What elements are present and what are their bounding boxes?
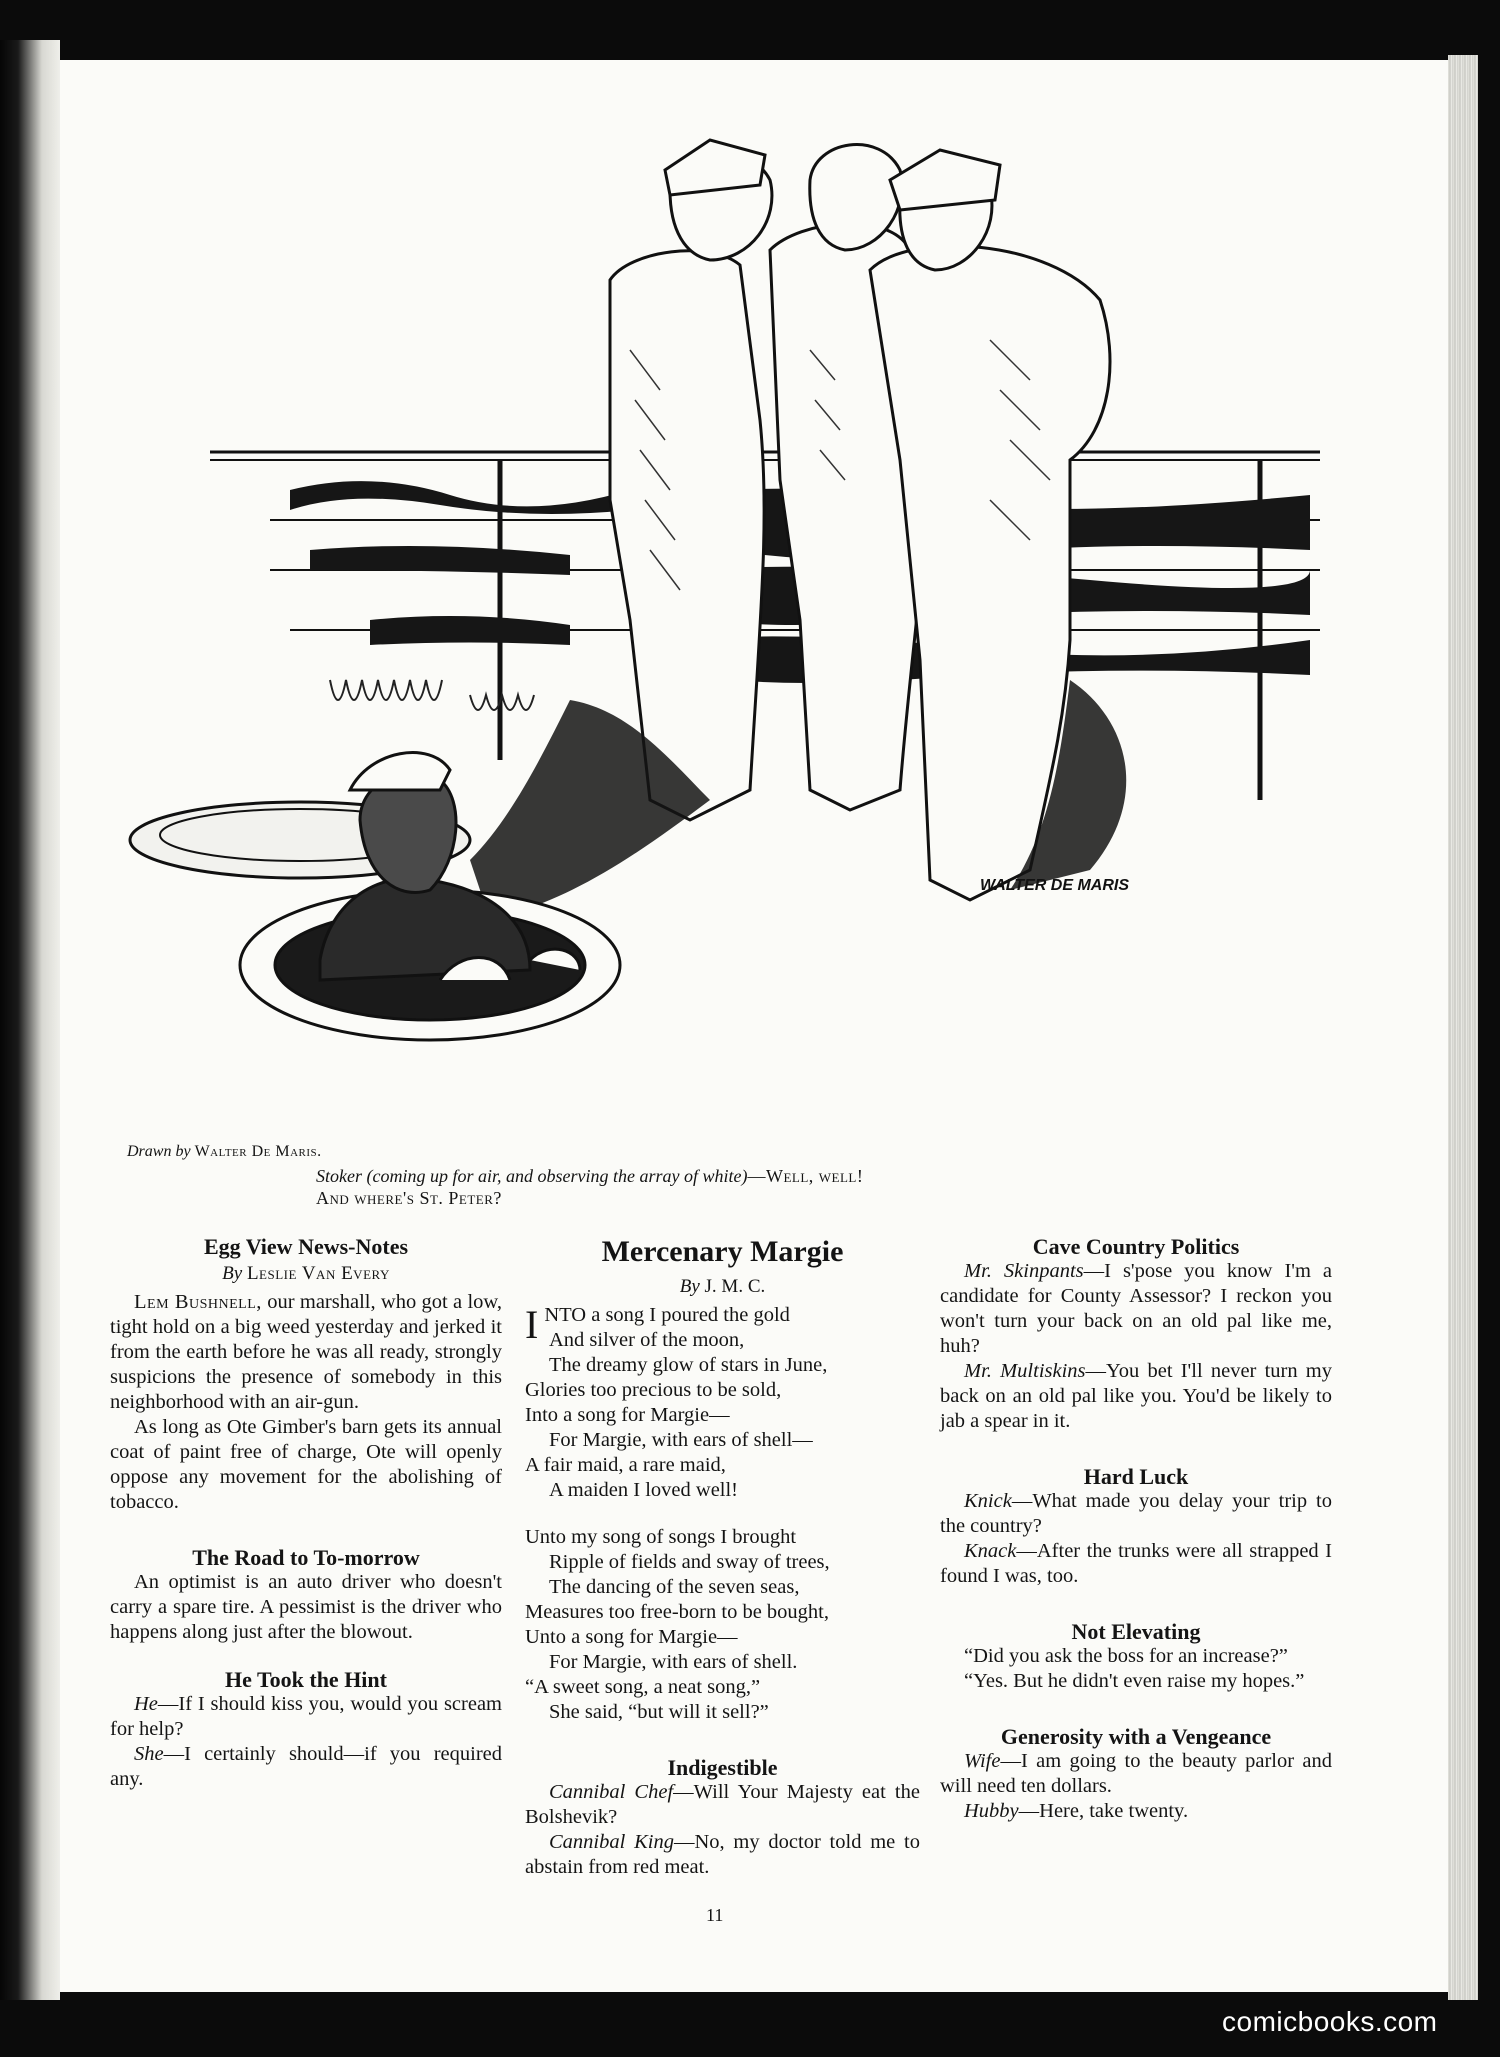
speaker: Mr. Multiskins xyxy=(964,1360,1086,1382)
poem-line: She said, “but will it sell?” xyxy=(549,1701,769,1723)
illustration-caption xyxy=(316,1165,1256,1209)
speaker: Mr. Skinpants xyxy=(964,1260,1084,1282)
poem-line: Glories too precious to be sold, xyxy=(525,1379,782,1401)
hard-luck-line-2 xyxy=(940,1539,1332,1589)
byline-author: J. M. C. xyxy=(704,1276,766,1297)
speaker: Wife xyxy=(964,1750,1001,1772)
column-right xyxy=(940,1234,1332,1824)
elevating-title: Not Elevating xyxy=(1071,1619,1201,1644)
poem-stanza-1 xyxy=(525,1303,920,1503)
dialogue: —You bet I'll never turn my back on an old pal like you. You'd be likely to jab a spear in it. xyxy=(940,1360,1332,1432)
indigestible-line-2 xyxy=(525,1830,920,1880)
poem-line: Measures too free-born to be bought, xyxy=(525,1601,829,1623)
dialogue: —I am going to the beauty parlor and will need ten dollars. xyxy=(940,1750,1332,1797)
caption-line-1: —Well, well! xyxy=(747,1166,864,1186)
credit-prefix: Drawn by xyxy=(127,1143,191,1160)
dialogue: —Here, take twenty. xyxy=(1018,1800,1189,1822)
paragraph-text: our marshall, who got a low, tight hold on a big weed yesterday and jerked it from the earth before he was all ready, strongly suspicions the presence of somebody in this neighborhood with an air-gun. xyxy=(110,1291,503,1413)
wave-squiggles xyxy=(330,680,534,710)
poem-line: For Margie, with ears of shell. xyxy=(549,1651,798,1673)
byline-author: Leslie Van Every xyxy=(246,1263,390,1284)
cave-line-2 xyxy=(940,1359,1332,1434)
dialogue: —After the trunks were all strapped I found I was, too. xyxy=(940,1540,1332,1587)
poem-line: A fair maid, a rare maid, xyxy=(525,1454,726,1476)
drop-cap: I xyxy=(525,1302,539,1347)
margie-byline xyxy=(525,1274,920,1299)
hint-line-1 xyxy=(110,1692,502,1742)
dialogue: —Will Your Majesty eat the Bolshevik? xyxy=(525,1781,920,1828)
poem-line: For Margie, with ears of shell— xyxy=(549,1429,813,1451)
speaker: She xyxy=(134,1743,164,1765)
poem-line: Unto my song of songs I brought xyxy=(525,1526,797,1548)
illustration-credit xyxy=(127,1143,322,1161)
cave-line-1 xyxy=(940,1259,1332,1359)
speaker: Cannibal Chef xyxy=(549,1781,674,1803)
egg-view-paragraph-1 xyxy=(110,1290,502,1415)
speaker: Knack xyxy=(964,1540,1017,1562)
poem-line: Ripple of fields and sway of trees, xyxy=(549,1551,830,1573)
poem-line: NTO a song I poured the gold xyxy=(544,1304,790,1326)
poem-line: The dancing of the seven seas, xyxy=(549,1576,800,1598)
egg-view-paragraph-2: As long as Ote Gimber's barn gets its annual coat of paint free of charge, Ote will openly oppose any movement for the abolishing of tobacco. xyxy=(110,1416,502,1513)
indigestible-title: Indigestible xyxy=(667,1755,778,1780)
credit-name: Walter De Maris. xyxy=(194,1143,322,1160)
hint-line-2 xyxy=(110,1742,502,1792)
elevating-line-2: “Yes. But he didn't even raise my hopes.” xyxy=(964,1670,1305,1692)
hard-luck-line-1 xyxy=(940,1489,1332,1539)
indigestible-line-1 xyxy=(525,1780,920,1830)
lead-name: Lem Bushnell, xyxy=(134,1291,262,1313)
speaker: He xyxy=(134,1693,158,1715)
poem-line: A maiden I loved well! xyxy=(549,1479,739,1501)
speaker: Knick xyxy=(964,1490,1012,1512)
poem-line: The dreamy glow of stars in June, xyxy=(549,1354,828,1376)
road-paragraph: An optimist is an auto driver who doesn't carry a spare tire. A pessimist is the driver who happens along just after the blowout. xyxy=(110,1571,502,1643)
poem-line: Into a song for Margie— xyxy=(525,1404,730,1426)
hint-title: He Took the Hint xyxy=(225,1667,387,1692)
book-binding-left xyxy=(0,40,60,2000)
generosity-line-1 xyxy=(940,1749,1332,1799)
hard-luck-title: Hard Luck xyxy=(1083,1464,1189,1489)
poem-line: “A sweet song, a neat song,” xyxy=(525,1676,761,1698)
poem-line: Unto a song for Margie— xyxy=(525,1626,738,1648)
byline-by: By xyxy=(679,1276,700,1297)
poem-line: And silver of the moon, xyxy=(549,1329,745,1351)
egg-view-title: Egg View News-Notes xyxy=(203,1234,409,1259)
road-title: The Road to To-morrow xyxy=(192,1545,420,1570)
dialogue: —What made you delay your trip to the country? xyxy=(940,1490,1332,1537)
sailors-cartoon-illustration xyxy=(110,100,1340,1130)
egg-view-byline xyxy=(110,1261,502,1286)
caption-line-2: And where's St. Peter? xyxy=(316,1188,502,1208)
site-watermark: comicbooks.com xyxy=(1222,2006,1438,2037)
artist-signature: WALTER DE MARIS xyxy=(980,877,1130,894)
speaker: Hubby xyxy=(964,1800,1019,1822)
dialogue: —If I should kiss you, would you scream for help? xyxy=(110,1693,502,1740)
dialogue: —I s'pose you know I'm a candidate for County Assessor? I reckon you won't turn your back on an old pal like me, huh? xyxy=(940,1260,1333,1357)
column-left xyxy=(110,1234,502,1792)
caption-speaker: Stoker (coming up for air, and observing the array of white) xyxy=(316,1166,748,1186)
speaker: Cannibal King xyxy=(549,1831,674,1853)
page-number: 11 xyxy=(706,1905,724,1925)
generosity-title: Generosity with a Vengeance xyxy=(1000,1724,1272,1749)
dialogue: —I certainly should—if you required any. xyxy=(110,1743,502,1790)
column-center xyxy=(525,1234,920,1880)
cave-title: Cave Country Politics xyxy=(1032,1234,1240,1259)
book-page-edges xyxy=(1448,55,1478,2000)
byline-by: By xyxy=(222,1263,243,1284)
margie-title: Mercenary Margie xyxy=(601,1235,844,1268)
elevating-line-1: “Did you ask the boss for an increase?” xyxy=(964,1645,1288,1667)
poem-stanza-2 xyxy=(525,1525,920,1725)
dialogue: —No, my doctor told me to abstain from red meat. xyxy=(525,1831,920,1878)
generosity-line-2 xyxy=(940,1799,1332,1824)
